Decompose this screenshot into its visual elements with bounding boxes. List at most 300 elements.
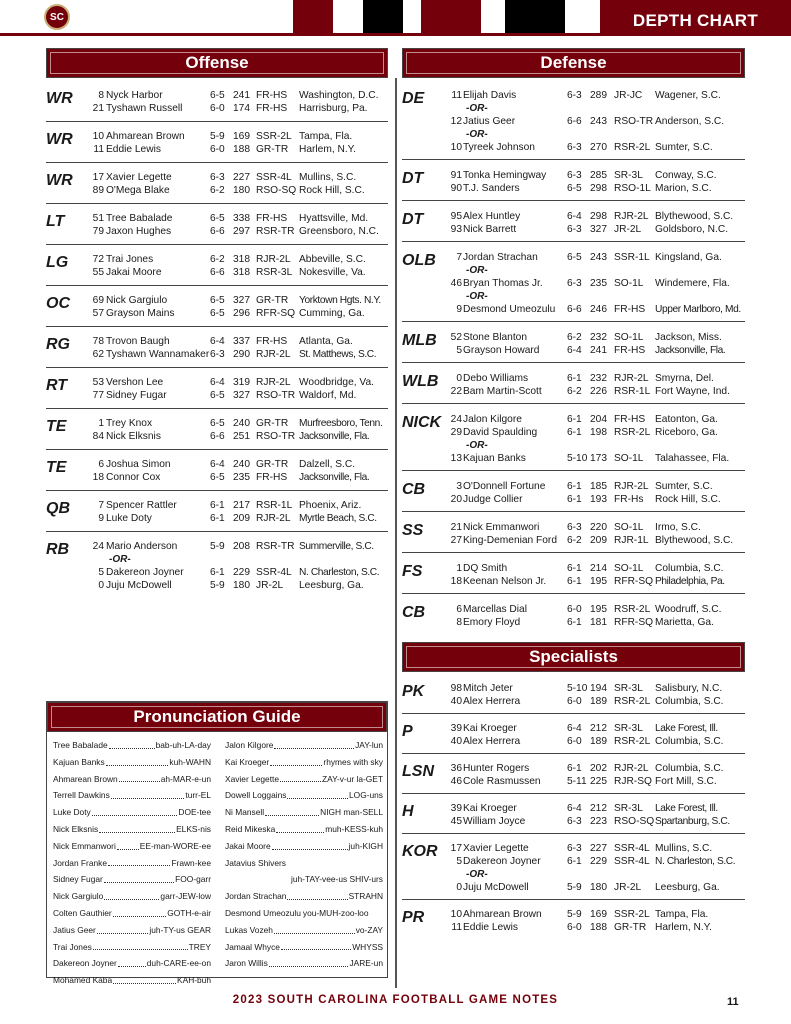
player-weight: 246 <box>590 304 607 315</box>
position-group <box>46 87 388 122</box>
pronunciation-sound: vo-ZAY <box>355 924 383 935</box>
position-group <box>402 906 745 939</box>
jersey-number: 1 <box>98 418 104 429</box>
pronunciation-name: Ni Mansell <box>225 807 265 818</box>
player-row <box>402 493 745 506</box>
jersey-number: 18 <box>450 576 462 587</box>
player-height: 6-5 <box>210 390 225 401</box>
player-name: Grayson Mains <box>106 308 175 319</box>
player-weight: 232 <box>590 332 607 343</box>
player-class: FR-HS <box>614 345 646 356</box>
player-hometown: Columbia, S.C. <box>655 763 724 774</box>
player-height: 6-2 <box>210 254 225 265</box>
pronunciation-entry <box>53 737 211 754</box>
player-class: RSR-2L <box>614 604 651 615</box>
player-height: 6-3 <box>210 172 225 183</box>
player-class: RSO-TR <box>256 390 296 401</box>
player-name: Grayson Howard <box>463 345 540 356</box>
pronunciation-sound: KAH-buh <box>177 975 211 986</box>
player-name: Desmond Umeozulu <box>463 304 556 315</box>
pronunciation-entry <box>225 888 383 905</box>
defense-depth-list <box>402 87 745 641</box>
player-row <box>46 89 388 102</box>
player-row <box>46 499 388 512</box>
pronunciation-sound: EE-man-WORE-ee <box>139 840 211 851</box>
player-class: FR-HS <box>256 103 288 114</box>
player-name: Kajuan Banks <box>463 453 526 464</box>
player-height: 6-6 <box>567 304 582 315</box>
pronunciation-entry <box>225 821 383 838</box>
player-weight: 241 <box>590 345 607 356</box>
player-height: 6-5 <box>567 183 582 194</box>
player-height: 6-6 <box>210 267 225 278</box>
position-label: NICK <box>402 414 442 431</box>
pronunciation-entry <box>53 804 211 821</box>
jersey-number: 10 <box>92 131 104 142</box>
player-hometown: Sumter, S.C. <box>655 142 713 153</box>
player-height: 5-9 <box>567 882 582 893</box>
dot-leader <box>104 871 174 883</box>
pronunciation-sound: ah-MAR-e-un <box>160 773 211 784</box>
player-class: SSR-2L <box>614 909 650 920</box>
player-class: FR-HS <box>614 414 646 425</box>
player-hometown: Cumming, Ga. <box>299 308 365 319</box>
player-class: FR-HS <box>256 472 288 483</box>
pronunciation-name: Mohamed Kaba <box>53 975 113 986</box>
pronunciation-title: Pronunciation Guide <box>133 707 301 726</box>
player-class: SO-1L <box>614 278 644 289</box>
header-stripe <box>363 0 403 33</box>
player-row <box>402 695 745 708</box>
player-weight: 227 <box>590 843 607 854</box>
jersey-number: 6 <box>456 604 462 615</box>
dot-leader <box>265 804 319 816</box>
player-height: 6-3 <box>567 170 582 181</box>
player-hometown: Anderson, S.C. <box>655 116 725 127</box>
player-row <box>46 579 388 592</box>
player-class: JR-2L <box>256 580 284 591</box>
pronunciation-name: Tree Babalade <box>53 740 108 750</box>
player-name: O'Donnell Fortune <box>463 481 546 492</box>
pronunciation-sound: DOE-tee <box>178 807 211 818</box>
player-class: SR-3L <box>614 803 643 814</box>
player-height: 6-3 <box>567 816 582 827</box>
player-height: 6-2 <box>567 535 582 546</box>
position-label: CB <box>402 481 426 498</box>
player-height: 6-5 <box>210 295 225 306</box>
player-weight: 195 <box>590 604 607 615</box>
player-weight: 174 <box>233 103 250 114</box>
player-row <box>46 253 388 266</box>
player-name: Emory Floyd <box>463 617 521 628</box>
position-label: KOR <box>402 843 438 860</box>
or-separator <box>402 128 745 141</box>
player-weight: 223 <box>590 816 607 827</box>
pronunciation-name: Luke Doty <box>53 807 91 818</box>
jersey-number: 11 <box>93 144 104 155</box>
position-group <box>46 128 388 163</box>
or-separator <box>402 439 745 452</box>
player-height: 5-9 <box>210 541 225 552</box>
player-row <box>402 141 745 154</box>
jersey-number: 1 <box>456 563 462 574</box>
player-name: Alex Herrera <box>463 736 521 747</box>
player-name: Mario Anderson <box>106 541 178 552</box>
pronunciation-sound: WHYSS <box>352 941 383 952</box>
pronunciation-sound: juh-TY-us GEAR <box>149 924 211 935</box>
player-weight: 194 <box>590 683 607 694</box>
pronunciation-sound: ZAY-v-ur la-GET <box>322 773 383 784</box>
player-class: RSR-1L <box>614 386 651 397</box>
position-label: WR <box>46 172 73 189</box>
player-name: Eddie Lewis <box>106 144 161 155</box>
dot-leader <box>274 922 355 934</box>
player-class: RJR-2L <box>256 377 291 388</box>
player-hometown: Harlem, N.Y. <box>299 144 356 155</box>
player-class: RSO-TR <box>614 116 654 127</box>
player-weight: 180 <box>233 580 250 591</box>
player-weight: 318 <box>233 254 250 265</box>
defense-title: Defense <box>540 53 607 72</box>
player-row <box>46 471 388 484</box>
player-hometown: St. Matthews, S.C. <box>299 349 377 360</box>
dot-leader <box>93 939 188 951</box>
player-name: Nyck Harbor <box>106 90 163 101</box>
pronunciation-sound: STRAHN <box>348 891 383 902</box>
position-label: QB <box>46 500 70 517</box>
player-row <box>402 251 745 264</box>
player-name: David Spaulding <box>463 427 538 438</box>
jersey-number: 20 <box>450 494 462 505</box>
player-hometown: Marion, S.C. <box>655 183 712 194</box>
player-name: Jordan Strachan <box>463 252 538 263</box>
player-name: Stone Blanton <box>463 332 528 343</box>
header-stripe <box>333 0 363 33</box>
position-group <box>402 720 745 754</box>
player-hometown: Murfreesboro, Tenn. <box>299 418 383 429</box>
pronunciation-name: Jordan Franke <box>53 857 107 868</box>
player-hometown: Fort Mill, S.C. <box>655 776 717 787</box>
player-hometown: Kingsland, Ga. <box>655 252 722 263</box>
player-weight: 319 <box>233 377 250 388</box>
player-row <box>402 331 745 344</box>
position-group <box>402 680 745 714</box>
player-row <box>402 735 745 748</box>
pronunciation-entry <box>225 955 383 972</box>
dot-leader <box>92 804 178 816</box>
pronunciation-name: Kajuan Banks <box>53 756 105 767</box>
jersey-number: 79 <box>92 226 104 237</box>
pronunciation-name: Terrell Dawkins <box>53 790 110 801</box>
jersey-number: 21 <box>450 522 462 533</box>
player-weight: 214 <box>590 563 607 574</box>
player-row <box>46 348 388 361</box>
player-weight: 298 <box>590 183 607 194</box>
dot-leader <box>276 821 324 833</box>
player-row <box>46 389 388 402</box>
gamecock-logo <box>44 4 70 30</box>
player-name: Debo Williams <box>463 373 529 384</box>
player-class: RSR-TR <box>256 541 295 552</box>
player-name: Alex Huntley <box>463 211 521 222</box>
dot-leader <box>97 922 149 934</box>
player-name: Joshua Simon <box>106 459 171 470</box>
player-row <box>402 722 745 735</box>
player-row <box>402 277 745 290</box>
player-class: RSR-1L <box>256 500 293 511</box>
player-height: 6-1 <box>210 513 225 524</box>
or-separator <box>402 264 745 277</box>
player-class: SR-3L <box>614 683 643 694</box>
specialists-banner <box>402 642 745 672</box>
player-class: RJR-SQ <box>614 776 652 787</box>
player-row <box>402 762 745 775</box>
player-class: SO-1L <box>614 563 644 574</box>
jersey-number: 62 <box>92 349 104 360</box>
player-hometown: Smyrna, Del. <box>655 373 714 384</box>
player-hometown: Rock Hill, S.C. <box>299 185 365 196</box>
player-row <box>402 89 745 102</box>
player-weight: 243 <box>590 252 607 263</box>
player-weight: 290 <box>233 349 250 360</box>
player-row <box>46 171 388 184</box>
pronunciation-entry <box>53 905 211 922</box>
player-weight: 202 <box>590 763 607 774</box>
player-weight: 235 <box>233 472 250 483</box>
player-row <box>46 458 388 471</box>
player-row <box>402 182 745 195</box>
position-label: RT <box>46 377 68 394</box>
player-weight: 209 <box>590 535 607 546</box>
pronunciation-entry <box>53 821 211 838</box>
player-row <box>46 417 388 430</box>
jersey-number: 0 <box>456 882 462 893</box>
player-class: SO-1L <box>614 522 644 533</box>
player-row <box>402 881 745 894</box>
position-group <box>46 251 388 286</box>
player-weight: 169 <box>590 909 607 920</box>
pronunciation-entry <box>225 905 383 922</box>
player-hometown: Jacksonville, Fla. <box>655 345 726 356</box>
pronunciation-name: Jatius Geer <box>53 924 96 935</box>
pronunciation-entry <box>225 939 383 956</box>
player-row <box>46 184 388 197</box>
player-row <box>402 682 745 695</box>
player-weight: 212 <box>590 723 607 734</box>
player-hometown: Upper Marlboro, Md. <box>655 304 741 315</box>
player-height: 6-4 <box>567 803 582 814</box>
jersey-number: 90 <box>450 183 462 194</box>
player-name: Kai Kroeger <box>463 803 517 814</box>
jersey-number: 22 <box>450 386 462 397</box>
player-weight: 173 <box>590 453 607 464</box>
player-height: 6-4 <box>210 336 225 347</box>
player-row <box>402 842 745 855</box>
jersey-number: 36 <box>450 763 462 774</box>
column-divider <box>395 78 397 988</box>
pronunciation-sound: FOO-garr <box>175 874 211 885</box>
jersey-number: 11 <box>451 922 462 933</box>
dot-leader <box>118 955 146 967</box>
player-name: O'Mega Blake <box>106 185 170 196</box>
position-group <box>402 411 745 471</box>
player-weight: 204 <box>590 414 607 425</box>
position-group <box>46 415 388 450</box>
pronunciation-name: Lukas Vozeh <box>225 924 273 935</box>
jersey-number: 6 <box>98 459 104 470</box>
player-weight: 189 <box>590 736 607 747</box>
player-hometown: Phoenix, Ariz. <box>299 500 362 511</box>
page-header <box>0 0 791 38</box>
jersey-number: 46 <box>450 278 462 289</box>
player-hometown: N. Charleston, S.C. <box>655 856 736 867</box>
or-separator <box>402 102 745 115</box>
or-label: -OR- <box>466 103 488 114</box>
player-class: RSO-TR <box>256 431 296 442</box>
player-name: Tyshawn Russell <box>106 103 183 114</box>
pronunciation-name: Dowell Loggains <box>225 790 287 801</box>
player-height: 6-3 <box>567 90 582 101</box>
player-hometown: Lake Forest, Ill. <box>655 723 718 734</box>
player-height: 6-1 <box>567 576 582 587</box>
pronunciation-name: Ahmarean Brown <box>53 773 118 784</box>
jersey-number: 17 <box>92 172 104 183</box>
pronunciation-name: Nick Gargiulo <box>53 891 104 902</box>
position-group <box>402 601 745 634</box>
player-name: Vershon Lee <box>106 377 164 388</box>
header-stripe <box>481 0 505 33</box>
jersey-number: 84 <box>92 431 104 442</box>
offense-depth-list <box>46 87 388 604</box>
player-hometown: Marietta, Ga. <box>655 617 714 628</box>
player-class: RFR-SQ <box>614 576 654 587</box>
player-hometown: Myrtle Beach, S.C. <box>299 513 377 524</box>
pronunciation-sound: kuh-WAHN <box>169 756 211 767</box>
player-name: Elijah Davis <box>463 90 517 101</box>
player-row <box>402 372 745 385</box>
player-hometown: Leesburg, Ga. <box>299 580 364 591</box>
player-name: Jaxon Hughes <box>106 226 172 237</box>
jersey-number: 3 <box>456 481 462 492</box>
player-row <box>402 575 745 588</box>
player-weight: 270 <box>590 142 607 153</box>
player-hometown: Dalzell, S.C. <box>299 459 356 470</box>
player-hometown: Yorktown Hgts. N.Y. <box>299 295 381 306</box>
player-row <box>402 855 745 868</box>
player-class: SSR-4L <box>614 856 650 867</box>
player-row <box>402 413 745 426</box>
player-height: 6-3 <box>567 843 582 854</box>
player-height: 6-6 <box>210 431 225 442</box>
player-hometown: Woodruff, S.C. <box>655 604 722 615</box>
player-hometown: Talahassee, Fla. <box>655 453 730 464</box>
player-height: 6-0 <box>567 736 582 747</box>
or-label: -OR- <box>466 291 488 302</box>
jersey-number: 5 <box>98 567 104 578</box>
player-name: Sidney Fugar <box>106 390 167 401</box>
jersey-number: 10 <box>450 909 462 920</box>
player-name: Nick Emmanwori <box>463 522 540 533</box>
player-weight: 298 <box>590 211 607 222</box>
pronunciation-entry <box>53 955 211 972</box>
jersey-number: 7 <box>456 252 462 263</box>
player-weight: 327 <box>590 224 607 235</box>
player-weight: 227 <box>233 172 250 183</box>
specialists-depth-list <box>402 680 745 945</box>
jersey-number: 55 <box>92 267 104 278</box>
jersey-number: 18 <box>92 472 104 483</box>
player-class: FR-HS <box>256 213 288 224</box>
player-class: GR-TR <box>256 459 289 470</box>
player-name: T.J. Sanders <box>463 183 520 194</box>
player-row <box>46 294 388 307</box>
player-name: Judge Collier <box>463 494 523 505</box>
position-group <box>46 169 388 204</box>
player-height: 5-9 <box>210 580 225 591</box>
player-height: 6-0 <box>210 103 225 114</box>
jersey-number: 5 <box>456 856 462 867</box>
player-class: GR-TR <box>256 295 289 306</box>
jersey-number: 69 <box>92 295 104 306</box>
player-name: Ahmarean Brown <box>106 131 185 142</box>
player-hometown: Columbia, S.C. <box>655 563 724 574</box>
player-row <box>402 115 745 128</box>
player-name: Bryan Thomas Jr. <box>463 278 543 289</box>
pronunciation-entry <box>225 871 383 888</box>
player-height: 6-5 <box>210 308 225 319</box>
jersey-number: 78 <box>92 336 104 347</box>
jersey-number: 98 <box>450 683 462 694</box>
player-class: RJR-2L <box>614 481 649 492</box>
player-class: JR-2L <box>614 882 642 893</box>
player-weight: 337 <box>233 336 250 347</box>
player-weight: 229 <box>590 856 607 867</box>
player-class: RJR-2L <box>614 373 649 384</box>
pronunciation-entry <box>53 754 211 771</box>
player-name: DQ Smith <box>463 563 508 574</box>
pronunciation-sound: GOTH-e-air <box>167 907 211 918</box>
player-height: 6-1 <box>567 427 582 438</box>
pronunciation-name: Nick Elksnis <box>53 823 99 834</box>
player-hometown: Harlem, N.Y. <box>655 922 712 933</box>
dot-leader <box>109 737 155 749</box>
player-height: 6-0 <box>567 696 582 707</box>
player-name: Hunter Rogers <box>463 763 530 774</box>
position-group <box>402 800 745 834</box>
player-hometown: Jacksonville, Fla. <box>299 472 370 483</box>
player-class: FR-Hs <box>614 494 644 505</box>
jersey-number: 40 <box>450 696 462 707</box>
pronunciation-entry <box>225 754 383 771</box>
pronunciation-name: Jatavius Shivers <box>225 857 286 868</box>
jersey-number: 39 <box>450 803 462 814</box>
jersey-number: 24 <box>450 414 462 425</box>
pronunciation-left-column <box>53 737 211 989</box>
player-hometown: Rock Hill, S.C. <box>655 494 721 505</box>
player-hometown: Conway, S.C. <box>655 170 717 181</box>
position-label: TE <box>46 459 67 476</box>
position-group <box>46 497 388 532</box>
player-name: Nick Elksnis <box>106 431 161 442</box>
jersey-number: 27 <box>450 535 462 546</box>
player-height: 6-5 <box>210 472 225 483</box>
dot-leader <box>281 939 351 951</box>
player-height: 6-1 <box>567 494 582 505</box>
jersey-number: 72 <box>92 254 104 265</box>
player-name: Connor Cox <box>106 472 161 483</box>
pronunciation-name: Jalon Kilgore <box>225 740 274 750</box>
pronunciation-sound: bab-uh-LA-day <box>155 740 211 750</box>
